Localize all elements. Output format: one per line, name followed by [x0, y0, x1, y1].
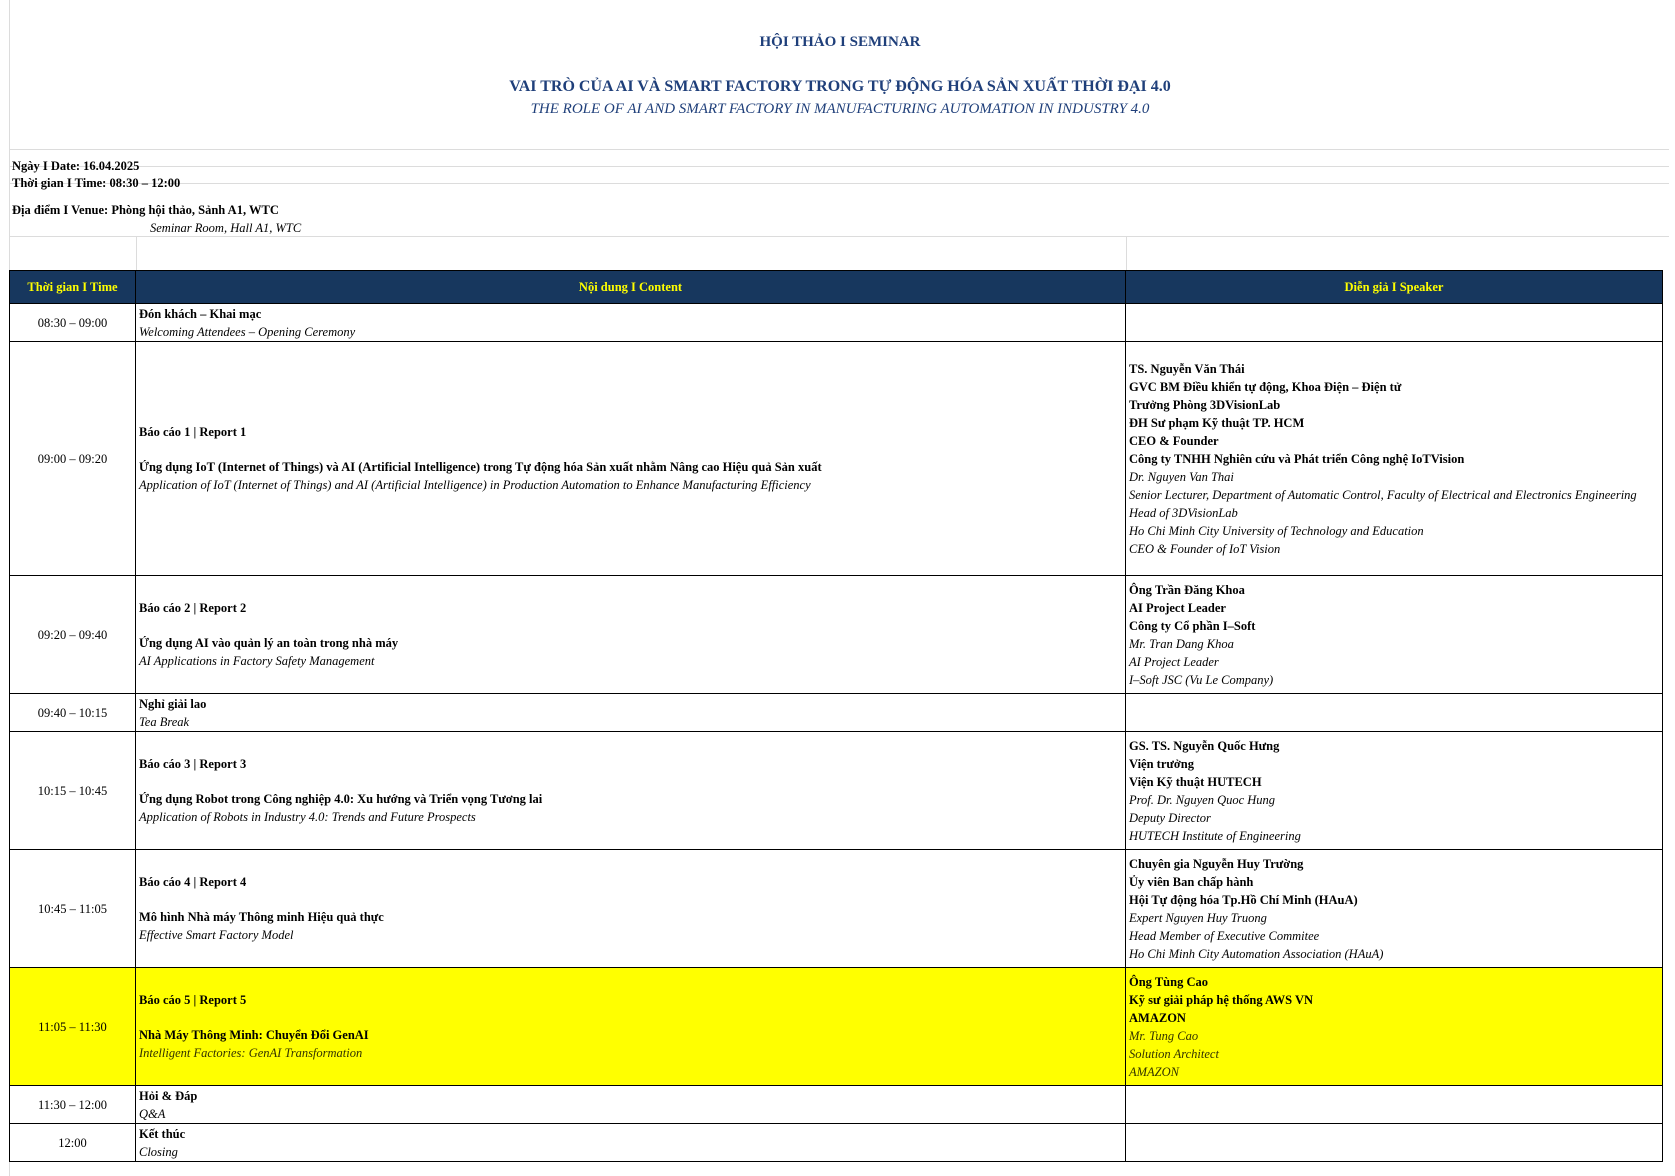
- table-row: [10, 850, 1663, 968]
- seminar-topic-vi: VAI TRÒ CỦA AI VÀ SMART FACTORY TRONG TỰ ĐỘNG HÓA SẢN XUẤT THỜI ĐẠI 4.0: [509, 78, 1171, 95]
- speaker-line: Công ty Cổ phần I–Soft: [1129, 618, 1256, 633]
- session-speaker: [1126, 694, 1663, 732]
- session-speaker: [1126, 850, 1663, 968]
- session-content: [136, 732, 1126, 850]
- grid-line: [9, 149, 1669, 150]
- session-speaker: [1126, 1086, 1663, 1124]
- speaker-line-en: Solution Architect: [1129, 1046, 1219, 1061]
- speaker-line: Hội Tự động hóa Tp.Hồ Chí Minh (HAuA): [1129, 892, 1358, 907]
- session-title-en: AI Applications in Factory Safety Management: [139, 654, 375, 668]
- table-row: [10, 732, 1663, 850]
- speaker-line-en: Dr. Nguyen Van Thai: [1129, 469, 1234, 484]
- speaker-line: Công ty TNHH Nghiên cứu và Phát triển Công nghệ IoTVision: [1129, 451, 1465, 466]
- table-row: [10, 576, 1663, 694]
- session-title-vi: Ứng dụng IoT (Internet of Things) và AI (Artificial Intelligence) trong Tự động hóa Sản xuất nhằm Nâng cao Hiệu quả Sản xuất: [139, 460, 822, 474]
- session-time: 09:00 – 09:20: [10, 342, 136, 576]
- session-title-en: Closing: [139, 1144, 178, 1159]
- session-time: 12:00: [10, 1124, 136, 1162]
- session-speaker: [1126, 1124, 1663, 1162]
- speaker-line-en: Expert Nguyen Huy Truong: [1129, 910, 1267, 925]
- grid-line: [9, 166, 1669, 167]
- grid-line: [9, 183, 1669, 184]
- speaker-line-en: HUTECH Institute of Engineering: [1129, 828, 1301, 843]
- report-label: Báo cáo 2 | Report 2: [139, 601, 247, 615]
- report-label: Báo cáo 4 | Report 4: [139, 875, 247, 889]
- grid-line: [9, 236, 1669, 237]
- session-title-vi: Nhà Máy Thông Minh: Chuyển Đổi GenAI: [139, 1028, 369, 1042]
- session-title-en: Welcoming Attendees – Opening Ceremony: [139, 324, 356, 339]
- speaker-line: GVC BM Điều khiển tự động, Khoa Điện – Điện tử: [1129, 379, 1402, 394]
- table-row: [10, 342, 1663, 576]
- speaker-line: TS. Nguyễn Văn Thái: [1129, 361, 1245, 376]
- table-row: [10, 304, 1663, 342]
- speaker-line: Ông Tùng Cao: [1129, 974, 1208, 989]
- speaker-line: Ông Trần Đăng Khoa: [1129, 582, 1245, 597]
- session-time: 10:45 – 11:05: [10, 850, 136, 968]
- speaker-line: AMAZON: [1129, 1010, 1186, 1025]
- session-content: [136, 342, 1126, 576]
- event-date: Ngày I Date: 16.04.2025: [12, 159, 140, 173]
- session-title-en: Effective Smart Factory Model: [139, 928, 294, 942]
- session-content: [136, 1124, 1126, 1162]
- session-title-vi: Kết thúc: [139, 1126, 186, 1141]
- session-time: 08:30 – 09:00: [10, 304, 136, 342]
- agenda-table: [9, 270, 1663, 1162]
- session-title-en: Intelligent Factories: GenAI Transformation: [139, 1046, 363, 1060]
- table-row: [10, 694, 1663, 732]
- session-content: [136, 968, 1126, 1086]
- session-title-en: Tea Break: [139, 714, 190, 729]
- grid-line: [1126, 236, 1127, 270]
- speaker-line: CEO & Founder: [1129, 433, 1219, 448]
- grid-line: [136, 236, 137, 270]
- speaker-line-en: CEO & Founder of IoT Vision: [1129, 541, 1281, 556]
- speaker-line-en: AI Project Leader: [1129, 654, 1219, 669]
- speaker-line: ĐH Sư phạm Kỹ thuật TP. HCM: [1129, 415, 1305, 430]
- speaker-line-en: Mr. Tung Cao: [1129, 1028, 1199, 1043]
- session-speaker: [1126, 304, 1663, 342]
- session-time: 09:20 – 09:40: [10, 576, 136, 694]
- session-content: [136, 576, 1126, 694]
- speaker-line: Chuyên gia Nguyễn Huy Trường: [1129, 856, 1304, 871]
- event-venue: Địa điểm I Venue: Phòng hội thảo, Sảnh A1, WTC: [12, 203, 279, 217]
- speaker-line: Ủy viên Ban chấp hành: [1129, 874, 1254, 889]
- session-speaker: [1126, 968, 1663, 1086]
- session-content: [136, 694, 1126, 732]
- report-label: Báo cáo 1 | Report 1: [139, 425, 247, 439]
- header-time: Thời gian I Time: [10, 271, 136, 304]
- speaker-line-en: Head Member of Executive Commitee: [1129, 928, 1320, 943]
- speaker-line-en: Mr. Tran Dang Khoa: [1129, 636, 1234, 651]
- session-title-vi: Ứng dụng AI vào quản lý an toàn trong nhà máy: [139, 636, 399, 650]
- session-content: [136, 1086, 1126, 1124]
- session-title-en: Application of Robots in Industry 4.0: Trends and Future Prospects: [139, 810, 476, 824]
- session-time: 10:15 – 10:45: [10, 732, 136, 850]
- event-venue-en: Seminar Room, Hall A1, WTC: [150, 221, 302, 235]
- session-time: 11:30 – 12:00: [10, 1086, 136, 1124]
- table-row-highlighted: [10, 968, 1663, 1086]
- session-title-vi: Đón khách – Khai mạc: [139, 306, 262, 321]
- speaker-line-en: Deputy Director: [1129, 810, 1211, 825]
- session-title-en: Application of IoT (Internet of Things) and AI (Artificial Intelligence) in Production Automation to Enhance Manufacturing Efficiency: [139, 478, 811, 492]
- session-speaker: [1126, 576, 1663, 694]
- header-content: Nội dung I Content: [136, 271, 1126, 304]
- table-row: [10, 1086, 1663, 1124]
- table-row: [10, 1124, 1663, 1162]
- speaker-line: Viện Kỹ thuật HUTECH: [1129, 774, 1262, 789]
- session-time: 11:05 – 11:30: [10, 968, 136, 1086]
- speaker-line-en: Ho Chi Minh City University of Technology and Education: [1129, 523, 1424, 538]
- event-time: Thời gian I Time: 08:30 – 12:00: [12, 176, 181, 190]
- session-title-en: Q&A: [139, 1106, 166, 1121]
- session-content: [136, 850, 1126, 968]
- header-speaker: Diễn giả I Speaker: [1126, 271, 1663, 304]
- session-title-vi: Mô hình Nhà máy Thông minh Hiệu quả thực: [139, 910, 384, 924]
- session-content: [136, 304, 1126, 342]
- seminar-title: HỘI THẢO I SEMINAR: [759, 34, 921, 50]
- speaker-line-en: Prof. Dr. Nguyen Quoc Hung: [1129, 792, 1276, 807]
- session-title-vi: Nghỉ giải lao: [139, 696, 207, 711]
- speaker-line-en: Senior Lecturer, Department of Automatic Control, Faculty of Electrical and Electronics Engineering: [1129, 487, 1637, 502]
- speaker-line: AI Project Leader: [1129, 600, 1226, 615]
- speaker-line: Kỹ sư giải pháp hệ thống AWS VN: [1129, 992, 1314, 1007]
- session-speaker: [1126, 342, 1663, 576]
- seminar-topic-en: THE ROLE OF AI AND SMART FACTORY IN MANUFACTURING AUTOMATION IN INDUSTRY 4.0: [530, 101, 1150, 117]
- session-time: 09:40 – 10:15: [10, 694, 136, 732]
- speaker-line-en: I–Soft JSC (Vu Le Company): [1129, 672, 1274, 687]
- speaker-line: Trưởng Phòng 3DVisionLab: [1129, 397, 1281, 412]
- session-speaker: [1126, 732, 1663, 850]
- report-label: Báo cáo 5 | Report 5: [139, 993, 247, 1007]
- speaker-line: Viện trưởng: [1129, 756, 1194, 771]
- speaker-line: GS. TS. Nguyễn Quốc Hưng: [1129, 738, 1280, 753]
- speaker-line-en: AMAZON: [1129, 1064, 1179, 1079]
- session-title-vi: Ứng dụng Robot trong Công nghiệp 4.0: Xu hướng và Triển vọng Tương lai: [139, 792, 543, 806]
- session-title-vi: Hỏi & Đáp: [139, 1088, 198, 1103]
- agenda-header-row: [10, 271, 1663, 304]
- speaker-line-en: Ho Chi Minh City Automation Association (HAuA): [1129, 946, 1384, 961]
- report-label: Báo cáo 3 | Report 3: [139, 757, 247, 771]
- speaker-line-en: Head of 3DVisionLab: [1129, 505, 1238, 520]
